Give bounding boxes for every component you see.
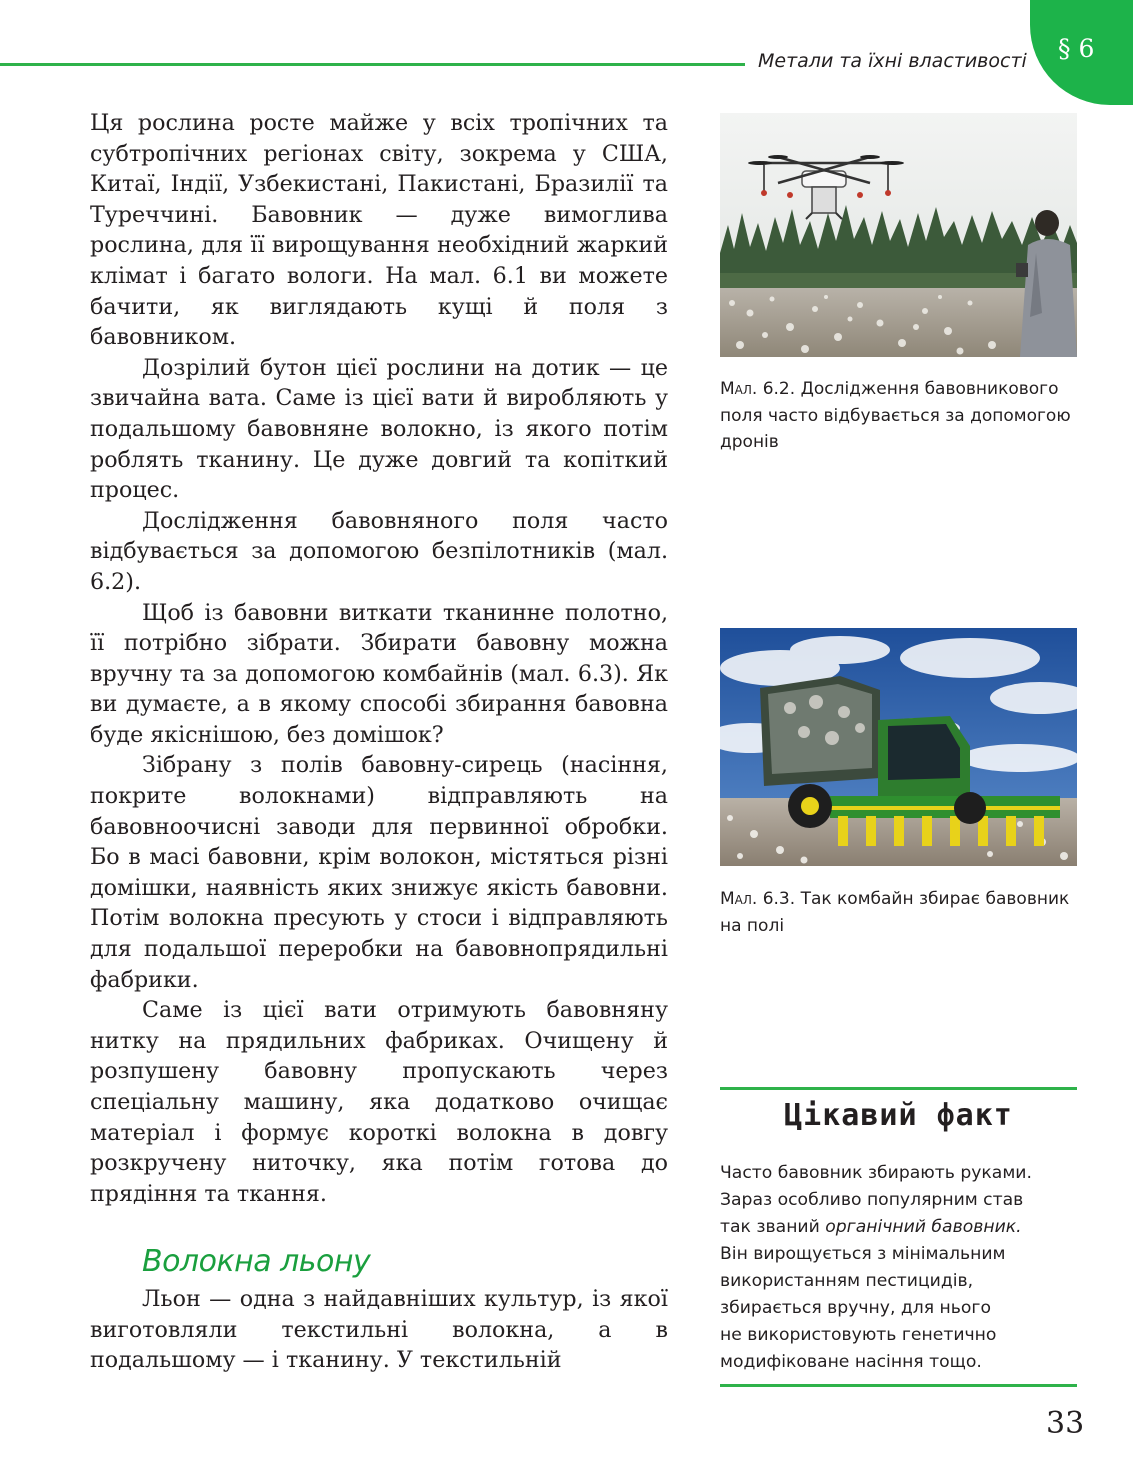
figure-caption-text: Дослідження бавовникового поля часто відбувається за допомогою дронів (720, 379, 1071, 452)
figure-label: Мал. 6.3. (720, 889, 796, 909)
main-text-column (90, 108, 668, 1376)
figure-caption (720, 886, 1080, 939)
fact-box-text (720, 1160, 1075, 1376)
fact-line: Часто бавовник збирають руками. (720, 1163, 1032, 1183)
fact-line: Зараз особливо популярним став (720, 1190, 1024, 1210)
fact-line: використанням пестицидів, (720, 1271, 974, 1291)
figure-caption-text: Так комбайн збирає бавовник на полі (720, 889, 1070, 936)
paragraph: Саме із цієї вати отримують бавовняну нитку на прядильних фабриках. Очищену й розпушену бавовну пропускають через спеціальну машину, яка додатково очищає матеріал і формує короткі волокна в довгу розкручену ниточку, яка потім готова до прядіння та ткання. (90, 997, 668, 1207)
figure-caption (720, 376, 1080, 456)
fact-box-top-rule (720, 1087, 1077, 1090)
fact-line: так званий органічний бавовник. (720, 1217, 1022, 1237)
paragraph: Зібрану з полів бавовну-сирець (насіння, покрите волокнами) відправляють на бавовноочисні заводи для первинної обробки. Бо в масі бавовни, крім волокон, містяться різні домішки, наявність яких знижує якість бавовни. Потім волокна пресують у стоси і відправляють для подальшої переробки на бавовнопрядильні фабрики. (90, 752, 668, 993)
fact-box-bottom-rule (720, 1384, 1077, 1387)
paragraph: Ця рослина росте майже у всіх тропічних та субтропічних регіонах світу, зокрема у США, Китаї, Індії, Узбекистані, Пакистані, Бразилії та Туреччині. Бавовник — дуже вимоглива рослина, для її вирощування необхідний жаркий клімат і багато вологи. На мал. 6.1 ви можете бачити, як виглядають кущі й поля з бавовником. (90, 110, 668, 351)
fact-line: модифіковане насіння тощо. (720, 1352, 982, 1372)
fact-box-title: Цікавий факт (784, 1098, 1013, 1133)
fact-line: не використовують генетично (720, 1325, 997, 1345)
drone-over-cotton-field-image (720, 113, 1077, 357)
paragraph: Щоб із бавовни виткати тканинне полотно, її потрібно зібрати. Збирати бавовну можна вручну та за допомогою комбайнів (мал. 6.3). Як ви думаєте, а в якому способі збирання бавовна буде якіснішою, без домішок? (90, 599, 668, 748)
header-rule (0, 63, 745, 66)
fact-line: збирається вручну, для нього (720, 1298, 991, 1318)
page-number: 33 (1046, 1406, 1085, 1441)
cotton-harvester-image (720, 628, 1077, 866)
paragraph: Дозрілий бутон цієї рослини на дотик — це звичайна вата. Саме із цієї вати й виробляють у подальшому бавовняне волокно, із якого потім роблять тканину. Це дуже довгий та копіткий процес. (90, 354, 668, 504)
figure-label: Мал. 6.2. (720, 379, 796, 399)
subheading: Волокна льону (142, 1244, 371, 1280)
section-tab-label: § 6 (1058, 34, 1095, 63)
fact-line: Він вирощується з мінімальним (720, 1244, 1006, 1264)
paragraph: Дослідження бавовняного поля часто відбувається за допомогою безпілотників (мал. 6.2). (90, 507, 668, 595)
running-head: Метали та їхні властивості (758, 50, 1027, 72)
paragraph: Льон — одна з найдавніших культур, із якої виготовляли текстильні волокна, а в подальшому — і тканину. У текстильній (90, 1285, 668, 1374)
fact-term: органічний бавовник. (825, 1217, 1022, 1237)
